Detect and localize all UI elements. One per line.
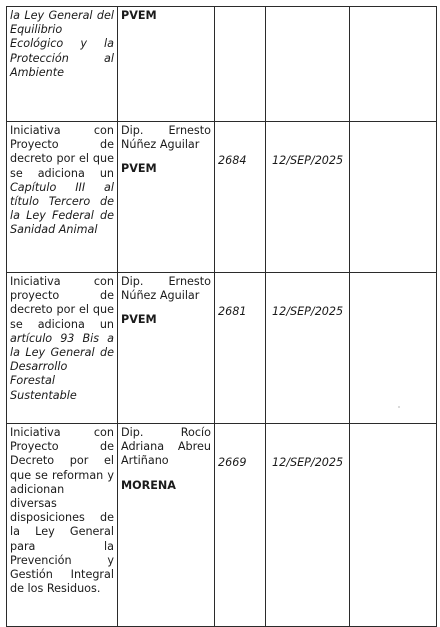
initiative-description [7, 424, 118, 627]
author-name: Dip. Rocío Adriana Abreu Artiñano [121, 426, 211, 468]
initiative-date: 12/SEP/2025 [266, 273, 350, 424]
initiative-date: 12/SEP/2025 [266, 122, 350, 273]
description-text: Iniciativa con Proyecto de Decreto por el que se reforman y adicionan diversas disposiciones de la Ley General para la Prevención y Gestión Integral de los Residuos. [10, 426, 114, 596]
party-label: MORENA [121, 478, 176, 492]
empty-cell [350, 424, 437, 627]
table-row [7, 273, 437, 424]
initiative-description [7, 122, 118, 273]
initiatives-table [6, 6, 437, 627]
table-row [7, 122, 437, 273]
author-cell [118, 122, 215, 273]
table-row [7, 7, 437, 122]
initiative-number: 2684 [215, 122, 266, 273]
author-cell [118, 7, 215, 122]
initiative-date [266, 7, 350, 122]
description-italic-text: la Ley General del Equilibrio Ecológico y la Protección al Ambiente [10, 9, 114, 79]
initiative-date: 12/SEP/2025 [266, 424, 350, 627]
empty-cell [350, 7, 437, 122]
table-row [7, 424, 437, 627]
empty-cell [350, 122, 437, 273]
description-text: Iniciativa con Proyecto de decreto por el que se adiciona un [10, 124, 114, 180]
initiative-number [215, 7, 266, 122]
initiative-number: 2669 [215, 424, 266, 627]
author-name: Dip. Ernesto Núñez Aguilar [121, 124, 211, 152]
initiative-number: 2681 [215, 273, 266, 424]
author-name: Dip. Ernesto Núñez Aguilar [121, 275, 211, 303]
scan-speck [398, 406, 400, 408]
initiative-description [7, 7, 118, 122]
author-cell [118, 424, 215, 627]
empty-cell [350, 273, 437, 424]
party-label: PVEM [121, 162, 157, 176]
description-italic-text: artículo 93 Bis a la Ley General de Desarrollo Forestal Sustentable [10, 331, 114, 402]
party-label: PVEM [121, 9, 157, 22]
author-cell [118, 273, 215, 424]
description-text: Iniciativa con proyecto de decreto por el que se adiciona un [10, 275, 114, 331]
description-italic-text: Capítulo III al título Tercero de la Ley Federal de Sanidad Animal [10, 180, 114, 237]
party-label: PVEM [121, 313, 157, 327]
initiative-description [7, 273, 118, 424]
